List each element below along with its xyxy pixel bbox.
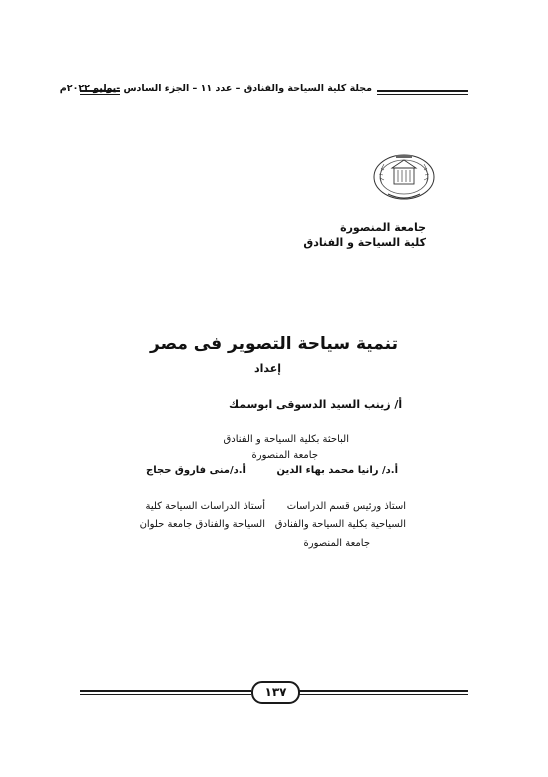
author-role: الباحثة بكلية السياحة و الفنادق — [223, 434, 349, 445]
header-rule-right — [377, 90, 468, 92]
supervisor-1-line-2: السياحية بكلية السياحة والفنادق — [274, 519, 406, 530]
page-number: ١٣٧ — [251, 681, 300, 704]
supervisor-1-line-1: استاذ ورئيس قسم الدراسات — [286, 501, 406, 512]
supervisor-2-name: أ.د/منى فاروق حجاج — [146, 465, 246, 476]
university-logo-icon — [366, 150, 442, 206]
supervisor-2-line-1: أستاذ الدراسات السياحة كلية — [145, 501, 265, 512]
paper-title: تنمية سياحة التصوير فى مصر — [150, 334, 398, 354]
running-header: مجلة كلية السياحة والفنادق – عدد ١١ – الجزء السادس -يوليو ٢٠٢٢م — [59, 83, 372, 94]
faculty-name: كلية السياحة و الفنادق — [303, 236, 426, 249]
supervisor-1-name: أ.د/ رانيا محمد بهاء الدين — [276, 465, 398, 476]
supervisor-1-line-3: جامعة المنصورة — [303, 538, 370, 549]
author-name: أ/ زينب السيد الدسوقى ابوسمك — [229, 398, 403, 411]
supervisor-2-line-2: السياحة والفنادق جامعة حلوان — [139, 519, 265, 530]
university-name: جامعة المنصورة — [340, 221, 426, 234]
footer-rule-right — [296, 690, 468, 692]
footer-rule-left — [80, 690, 251, 692]
author-university: جامعة المنصورة — [251, 450, 318, 461]
prepared-by-label: إعداد — [254, 362, 282, 375]
